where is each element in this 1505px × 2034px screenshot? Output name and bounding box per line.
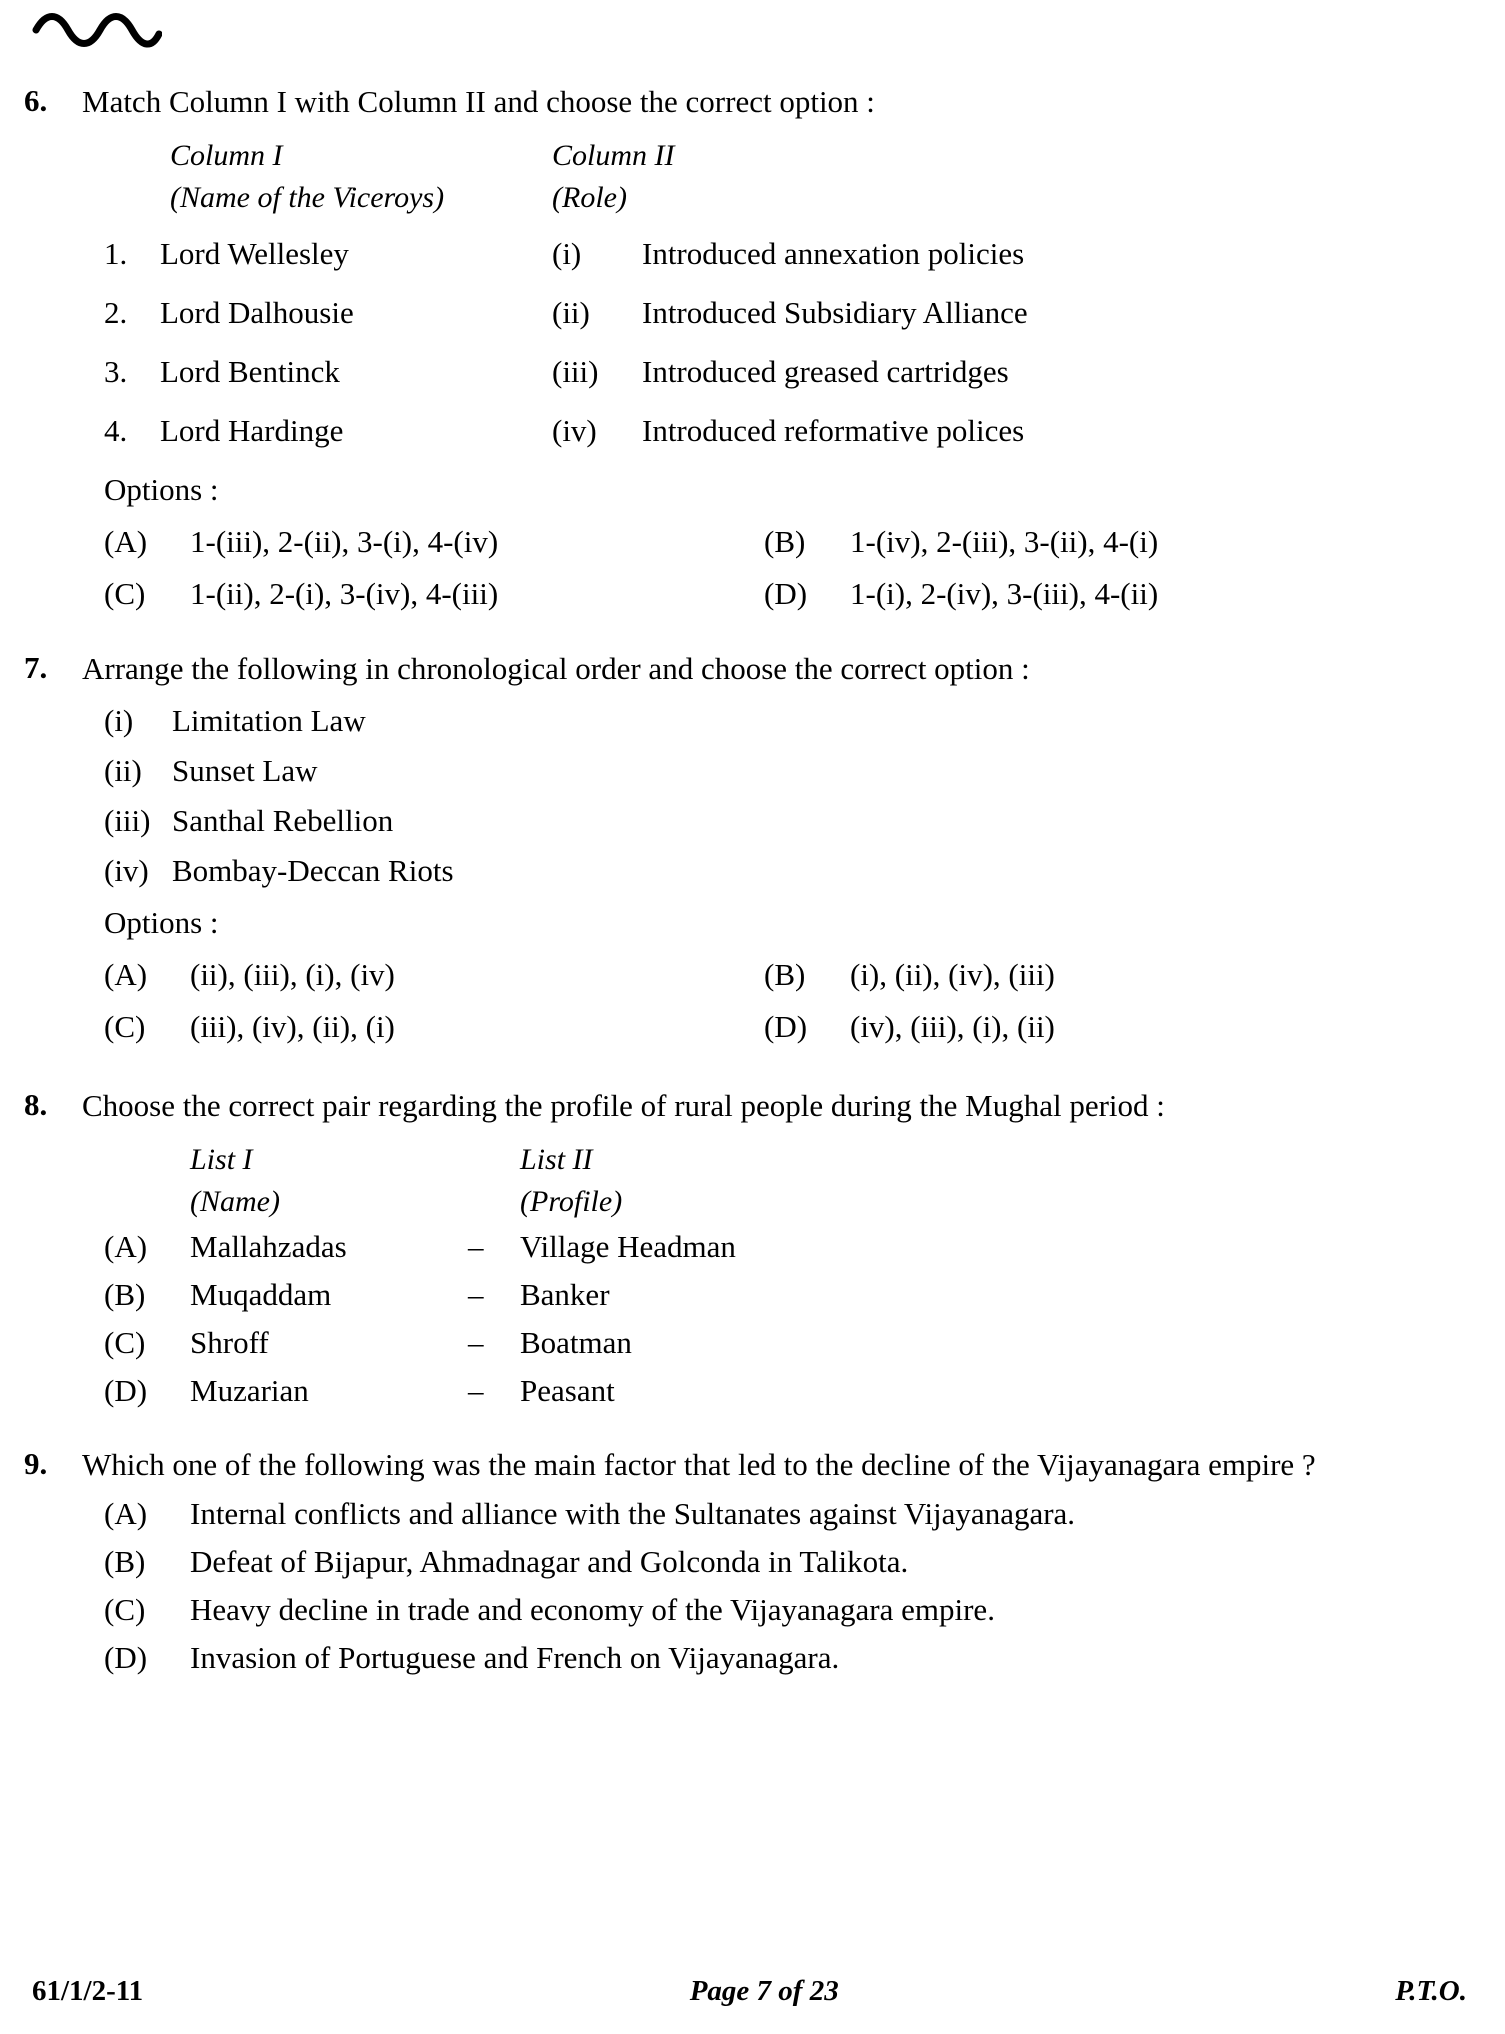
- option-d-key: (D): [104, 1373, 148, 1408]
- pair-name: Muqaddam: [190, 1277, 332, 1312]
- option-c-key: (C): [104, 1325, 146, 1360]
- option-b-key: (B): [764, 524, 806, 559]
- pair-profile: Peasant: [520, 1373, 615, 1408]
- question-6-options-label: Options :: [104, 472, 219, 507]
- list-item-key: (i): [104, 703, 134, 738]
- list-item-key: (iv): [104, 853, 149, 888]
- pair-name: Shroff: [190, 1325, 269, 1360]
- option-b-text: 1-(iv), 2-(iii), 3-(ii), 4-(i): [850, 524, 1159, 559]
- match-right-key: (iv): [552, 413, 597, 448]
- question-6-number: 6.: [24, 83, 48, 118]
- option-c[interactable]: [82, 571, 742, 617]
- option-b[interactable]: [82, 1538, 1461, 1585]
- option-a-text: Internal conflicts and alliance with the Sultanates against Vijayanagara.: [190, 1496, 1076, 1531]
- pair-profile: Banker: [520, 1277, 610, 1312]
- option-d-key: (D): [764, 576, 808, 611]
- option-a[interactable]: [82, 1223, 1461, 1271]
- list-1-header: [190, 1139, 520, 1223]
- option-b-key: (B): [104, 1277, 146, 1312]
- list-item-key: (ii): [104, 753, 142, 788]
- column-1-subtitle: (Name of the Viceroys): [170, 181, 445, 214]
- list-item-label: Santhal Rebellion: [172, 803, 394, 838]
- option-c-key: (C): [104, 1009, 146, 1044]
- pair-dash: –: [468, 1229, 484, 1264]
- pair-dash: –: [468, 1325, 484, 1360]
- list-2-header: [520, 1139, 1461, 1223]
- list-item-label: Sunset Law: [172, 753, 318, 788]
- match-right-key: (i): [552, 236, 582, 271]
- option-row: [82, 519, 1461, 565]
- match-row: [82, 408, 1461, 454]
- pto-label: P.T.O.: [1395, 1975, 1467, 2007]
- option-row: [82, 1004, 1461, 1050]
- column-1-title: Column I: [170, 139, 283, 172]
- match-left-value: Lord Wellesley: [160, 236, 349, 271]
- pair-name: Muzarian: [190, 1373, 309, 1408]
- question-9: [0, 1441, 1471, 1682]
- list-header-spacer: [82, 1139, 190, 1223]
- match-left-value: Lord Bentinck: [160, 354, 340, 389]
- question-8-pairs: [82, 1223, 1461, 1415]
- question-7-items: [82, 698, 1461, 894]
- page-footer: [0, 1975, 1505, 2008]
- option-d-key: (D): [104, 1640, 148, 1675]
- option-b-text: Defeat of Bijapur, Ahmadnagar and Golconda in Talikota.: [190, 1544, 909, 1579]
- option-a-text: (ii), (iii), (i), (iv): [190, 957, 395, 992]
- spacer: [0, 1415, 1471, 1441]
- question-8-stem: Choose the correct pair regarding the profile of rural people during the Mughal period :: [82, 1088, 1165, 1123]
- option-c-key: (C): [104, 1592, 146, 1627]
- match-left-key: 2.: [104, 295, 128, 330]
- match-row: [82, 231, 1461, 277]
- option-b[interactable]: [742, 952, 1461, 998]
- match-right-value: Introduced Subsidiary Alliance: [642, 295, 1028, 330]
- question-9-stem: Which one of the following was the main factor that led to the decline of the Vijayanagara empire ?: [82, 1447, 1316, 1482]
- list-2-subtitle: (Profile): [520, 1185, 623, 1218]
- question-9-options: [82, 1490, 1461, 1681]
- option-d-text: Invasion of Portuguese and French on Vijayanagara.: [190, 1640, 840, 1675]
- question-6-column-headers: [82, 135, 1461, 219]
- spacer: [0, 1056, 1471, 1082]
- question-7-options: [82, 952, 1461, 1050]
- option-b-key: (B): [104, 1544, 146, 1579]
- option-b-key: (B): [764, 957, 806, 992]
- question-6-stem: Match Column I with Column II and choose the correct option :: [82, 84, 875, 119]
- option-c[interactable]: [82, 1586, 1461, 1633]
- match-right-value: Introduced greased cartridges: [642, 354, 1009, 389]
- question-9-number: 9.: [24, 1446, 48, 1481]
- pair-profile: Boatman: [520, 1325, 632, 1360]
- question-6: [0, 78, 1471, 623]
- spacer: [0, 623, 1471, 645]
- question-6-match-rows: [82, 231, 1461, 454]
- match-right-value: Introduced reformative polices: [642, 413, 1025, 448]
- wavy-line-mark-icon: [32, 8, 162, 56]
- option-d-text: (iv), (iii), (i), (ii): [850, 1009, 1055, 1044]
- match-right-key: (ii): [552, 295, 590, 330]
- option-a-key: (A): [104, 1496, 148, 1531]
- question-8-number: 8.: [24, 1087, 48, 1122]
- match-right-key: (iii): [552, 354, 599, 389]
- option-a-key: (A): [104, 957, 148, 992]
- match-left-key: 1.: [104, 236, 128, 271]
- option-a-key: (A): [104, 1229, 148, 1264]
- question-7-number: 7.: [24, 650, 48, 685]
- option-d-key: (D): [764, 1009, 808, 1044]
- option-d[interactable]: [82, 1634, 1461, 1681]
- option-d[interactable]: [742, 1004, 1461, 1050]
- question-7-options-label: Options :: [104, 905, 219, 940]
- option-row: [82, 571, 1461, 617]
- column-2-title: Column II: [552, 139, 675, 172]
- match-right-value: Introduced annexation policies: [642, 236, 1025, 271]
- question-9-body: [82, 1441, 1471, 1682]
- question-6-body: [82, 78, 1471, 623]
- question-8-body: [82, 1082, 1471, 1415]
- list-item: [82, 748, 1461, 794]
- option-c-text: (iii), (iv), (ii), (i): [190, 1009, 395, 1044]
- question-7-body: [82, 645, 1471, 1056]
- option-d[interactable]: [742, 571, 1461, 617]
- option-a-key: (A): [104, 524, 148, 559]
- option-c-text: 1-(ii), 2-(i), 3-(iv), 4-(iii): [190, 576, 499, 611]
- list-item: [82, 848, 1461, 894]
- option-d[interactable]: [82, 1367, 1461, 1415]
- question-8: [0, 1082, 1471, 1415]
- questions-container: [0, 78, 1505, 1682]
- list-item-label: Limitation Law: [172, 703, 366, 738]
- match-left-key: 3.: [104, 354, 128, 389]
- option-a[interactable]: [82, 519, 742, 565]
- list-1-title: List I: [190, 1143, 253, 1176]
- page-number: Page 7 of 23: [689, 1975, 839, 2007]
- pair-profile: Village Headman: [520, 1229, 736, 1264]
- paper-code: 61/1/2-11: [32, 1975, 144, 2007]
- match-left-value: Lord Dalhousie: [160, 295, 354, 330]
- match-row: [82, 349, 1461, 395]
- option-b[interactable]: [82, 1271, 1461, 1319]
- column-2-header: [552, 135, 1461, 219]
- question-6-options: [82, 519, 1461, 617]
- option-a-text: 1-(iii), 2-(ii), 3-(i), 4-(iv): [190, 524, 499, 559]
- column-1-header: [82, 135, 552, 219]
- list-item: [82, 698, 1461, 744]
- option-c-key: (C): [104, 576, 146, 611]
- question-7: [0, 645, 1471, 1056]
- pair-dash: –: [468, 1373, 484, 1408]
- option-d-text: 1-(i), 2-(iv), 3-(iii), 4-(ii): [850, 576, 1159, 611]
- list-1-subtitle: (Name): [190, 1185, 280, 1218]
- column-2-subtitle: (Role): [552, 181, 627, 214]
- match-left-value: Lord Hardinge: [160, 413, 344, 448]
- list-item: [82, 798, 1461, 844]
- question-7-stem: Arrange the following in chronological order and choose the correct option :: [82, 651, 1030, 686]
- list-item-key: (iii): [104, 803, 151, 838]
- pair-name: Mallahzadas: [190, 1229, 347, 1264]
- question-8-list-headers: [82, 1139, 1461, 1223]
- match-left-key: 4.: [104, 413, 128, 448]
- pair-dash: –: [468, 1277, 484, 1312]
- option-a[interactable]: [82, 952, 742, 998]
- option-row: [82, 952, 1461, 998]
- option-c[interactable]: [82, 1319, 1461, 1367]
- option-b[interactable]: [742, 519, 1461, 565]
- list-item-label: Bombay-Deccan Riots: [172, 853, 454, 888]
- option-c-text: Heavy decline in trade and economy of the Vijayanagara empire.: [190, 1592, 995, 1627]
- option-b-text: (i), (ii), (iv), (iii): [850, 957, 1055, 992]
- option-a[interactable]: [82, 1490, 1461, 1537]
- match-row: [82, 290, 1461, 336]
- option-c[interactable]: [82, 1004, 742, 1050]
- list-2-title: List II: [520, 1143, 593, 1176]
